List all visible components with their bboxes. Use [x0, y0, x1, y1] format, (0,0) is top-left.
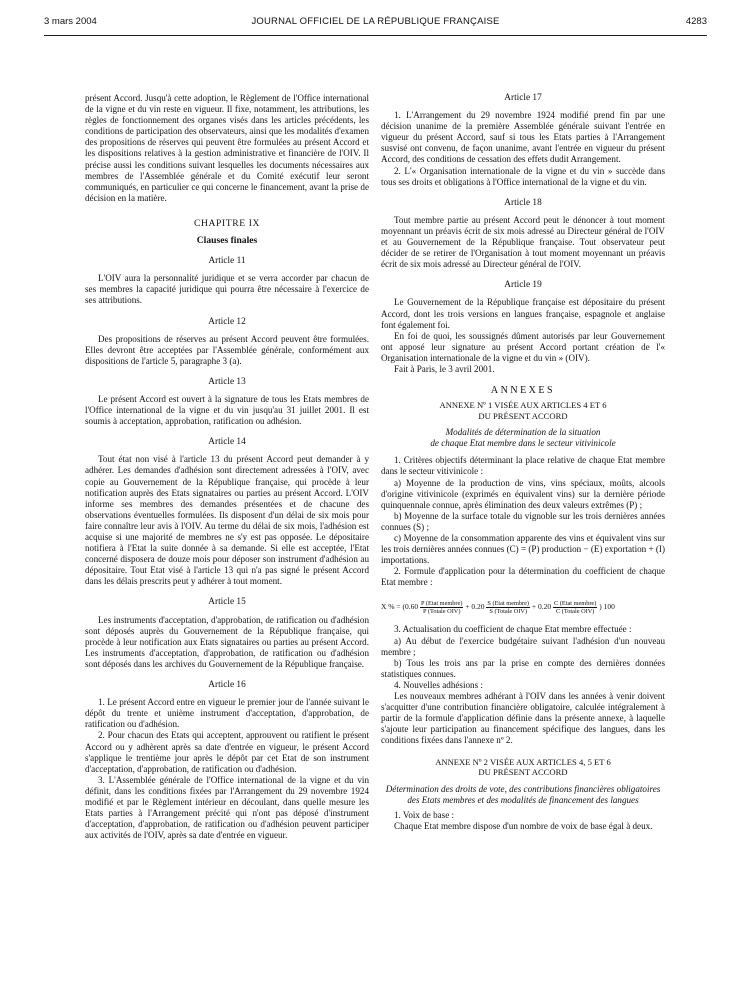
article-heading: Article 14: [208, 437, 246, 448]
paragraph: 2. Formule d'application pour la détermination du coefficient de chaque Etat membre :: [381, 566, 665, 588]
article-heading: Article 15: [208, 597, 246, 608]
header-rule: [44, 35, 707, 36]
fraction-numerator: S (Etat membre): [487, 600, 530, 608]
left-column: [85, 93, 369, 841]
formula-fraction-c: [553, 600, 597, 615]
annex-2-title: [381, 757, 665, 778]
paragraph: Tout état non visé à l'article 13 du présent Accord peut demander à y adhérer. Les demandes d'adhésion sont directement adressées à l'OIV, avec copie au Gouvernement de la République française, qui procède à leur notification auprès des Etats signataires ou parties au présent Accord. L'OIV informe ses membres des demandes présentées et de chacune des observations éventuelles formulées. Ils disposent d'un délai de six mois pour faire connaître leur avis à l'OIV. Au terme du délai de six mois, l'adhésion est acquise si une majorité de membres ne s'y est pas opposée. Le dépositaire notifiera à l'Etat la suite donnée à sa demande. Si elle est acceptée, l'Etat concerné disposera de douze mois pour déposer son instrument d'adhésion au dépositaire. Tout Etat visé à l'article 13 qui n'a pas signé le présent Accord dans les délais prescrits peut y adhérer à tout moment.: [85, 454, 369, 587]
article-heading: Article 12: [208, 316, 246, 327]
section-heading: Clauses finales: [196, 235, 258, 247]
annex-1-subtitle-line: Modalités de détermination de la situation: [445, 427, 601, 438]
header-journal-title: JOURNAL OFFICIEL DE LA RÉPUBLIQUE FRANÇAISE: [251, 16, 500, 27]
annex-1-subtitle: [381, 427, 665, 449]
annexes-heading: ANNEXES: [490, 385, 556, 397]
paragraph: a) Au début de l'exercice budgétaire suivant l'adhésion d'un nouveau membre ;: [381, 635, 665, 657]
coefficient-formula: [381, 594, 665, 616]
paragraph: c) Moyenne de la consommation apparente des vins et équivalent vins sur les trois dernières années connues (C) = (P) production − (E) exportation + (I) importations.: [381, 533, 665, 566]
header-date: 3 mars 2004: [44, 16, 97, 27]
paragraph: 3. L'Assemblée générale de l'Office international de la vigne et du vin définit, dans les conditions fixées par l'Arrangement du 29 novembre 1924 modifié et par le Règlement intérieur en découlant, dans quelle mesure les Etats parties à l'Arrangement précité qui n'ont pas déposé d'instrument d'acceptation, d'approbation, de ratification ou d'adhésion peuvent participer aux activités de l'OIV, après sa date d'entrée en vigueur.: [85, 774, 369, 841]
formula-fraction-s: [486, 600, 530, 615]
formula-fraction-p: [420, 600, 463, 615]
annex-1-title-line: ANNEXE Nº 1 VISÉE AUX ARTICLES 4 ET 6: [439, 400, 607, 411]
paragraph: Les instruments d'acceptation, d'approbation, de ratification ou d'adhésion sont déposés auprès du Gouvernement de la République française, qui procède à leur notification aux Etats signataires ou parties au présent Accord. Les instruments d'acceptation, d'approbation, de ratification ou d'adhésion sont déposés dans les archives du Gouvernement de la République française.: [85, 614, 369, 669]
paragraph: Chaque Etat membre dispose d'un nombre de voix de base égal à deux.: [394, 820, 653, 831]
paragraph: Fait à Paris, le 3 avril 2001.: [394, 363, 495, 374]
article-heading: Article 19: [504, 280, 542, 291]
formula-lead: X % = (0.60: [381, 602, 419, 612]
paragraph: Le présent Accord est ouvert à la signature de tous les Etats membres de l'Office international de la vigne et du vin jusqu'au 31 juillet 2001. Il est soumis à acceptation, approbation, ratification ou adhésion.: [85, 393, 369, 427]
paragraph: Des propositions de réserves au présent Accord peuvent être formulées. Elles devront être acceptées par l'Assemblée générale, conformément aux dispositions de l'article 5, paragraphe 3 (a).: [85, 333, 369, 366]
header-page-number: 4283: [685, 16, 707, 27]
paragraph: Les nouveaux membres adhérant à l'OIV dans les années à venir doivent s'acquitter d'une contribution financière obligatoire, calculée intégralement à partir de la formule d'application définie dans la présente annexe, à laquelle s'ajoute leur participation au financement spécifique des langues, dans les conditions fixées dans l'annexe nº 2.: [381, 691, 665, 746]
paragraph: 1. Voix de base :: [394, 809, 455, 820]
fraction-denominator: C (Totale OIV): [555, 608, 595, 616]
formula-expression: [381, 600, 615, 615]
paragraph: L'OIV aura la personnalité juridique et se verra accorder par chacun de ses membres la capacité juridique qui pourra être nécessaire à l'exercice de ses attributions.: [85, 273, 369, 306]
paragraph: b) Tous les trois ans par la prise en compte des dernières données statistiques connues.: [381, 657, 665, 679]
fraction-numerator: P (Etat membre): [421, 600, 463, 608]
fraction-denominator: P (Totale OIV): [423, 608, 461, 616]
article-heading: Article 17: [504, 93, 542, 103]
paragraph: a) Moyenne de la production de vins, vins spéciaux, moûts, alcools d'origine vitivinicole (exprimés en équivalent vins) sur la dernière période quinquennale connue, après élimination des deux valeurs extrêmes (P) ;: [381, 477, 665, 510]
page-header: [44, 16, 707, 34]
article-heading: Article 16: [208, 680, 246, 691]
article-heading: Article 13: [208, 376, 246, 387]
annex-1-title-line: DU PRÉSENT ACCORD: [478, 410, 568, 421]
fraction-numerator: C (Etat membre): [554, 600, 597, 608]
annex-1-subtitle-line: de chaque Etat membre dans le secteur vitivinicole: [430, 438, 616, 449]
formula-tail: ) 100: [599, 602, 615, 612]
annex-2-title-line: ANNEXE Nº 2 VISÉE AUX ARTICLES 4, 5 ET 6: [435, 756, 611, 767]
formula-operator: + 0.20: [531, 602, 552, 612]
article-heading: Article 11: [208, 256, 246, 267]
paragraph: 4. Nouvelles adhésions :: [394, 679, 483, 690]
paragraph: Tout membre partie au présent Accord peut le dénoncer à tout moment moyennant un préavis écrit de six mois adressé au Directeur général de l'OIV et au Gouvernement de la République française. Tout observateur peut décider de se retirer de l'Organisation à tout moment moyennant un préavis écrit de six mois adressé au Directeur général de l'OIV.: [381, 214, 665, 270]
annex-1-title: [381, 400, 665, 421]
chapter-heading: CHAPITRE IX: [193, 217, 261, 229]
article-heading: Article 18: [504, 197, 542, 208]
right-column: [381, 93, 665, 832]
formula-operator: + 0.20: [465, 602, 485, 612]
paragraph: b) Moyenne de la surface totale du vignoble sur les trois dernières années connues (S) ;: [381, 510, 665, 532]
paragraph: 3. Actualisation du coefficient de chaque Etat membre effectuée :: [394, 624, 632, 635]
paragraph: 2. L'« Organisation internationale de la vigne et du vin » succède dans tous ses droits et obligations à l'Office international de la vigne et du vin.: [381, 165, 665, 187]
paragraph: Le Gouvernement de la République française est dépositaire du présent Accord, dont les trois versions en langues française, espagnole et anglaise font également foi.: [381, 297, 665, 330]
fraction-denominator: S (Totale OIV): [489, 608, 528, 616]
paragraph: 1. L'Arrangement du 29 novembre 1924 modifié prend fin par une décision unanime de la première Assemblée générale suivant l'entrée en vigueur du présent Accord, sauf si tous les Etats parties à l'Arrangement susvisé ont convenu, de façon unanime, avant l'entrée en vigueur du présent Accord, des conditions de cessation des effets dudit Arrangement.: [381, 110, 665, 165]
paragraph: présent Accord. Jusqu'à cette adoption, le Règlement de l'Office international de la vigne et du vin reste en vigueur. Il fixe, notamment, les attributions, les règles de fonctionnement des organes visés dans les articles précédents, les conditions de participation des observateurs, ainsi que les modalités d'examen des propositions de réserves qui peuvent être formulées au présent Accord et les dispositions relatives à la gestion administrative et financière de l'OIV. Il précise aussi les conditions suivant lesquelles les documents nécessaires aux membres de l'Assemblée générale et du Comité exécutif leur seront communiqués, en particulier ce qui concerne le financement, avant la prise de décision en la matière.: [85, 93, 369, 203]
annex-2-title-line: DU PRÉSENT ACCORD: [478, 767, 568, 777]
paragraph: 1. Critères objectifs déterminant la place relative de chaque Etat membre dans le secteur vitivinicole :: [381, 455, 665, 477]
annex-2-subtitle: Détermination des droits de vote, des contributions financières obligatoires des Etats membres et des modalités de financement des langues: [385, 783, 661, 805]
paragraph: 2. Pour chacun des Etats qui acceptent, approuvent ou ratifient le présent Accord ou y adhèrent après sa date d'entrée en vigueur, le présent Accord s'applique le trentième jour après le dépôt par cet Etat de son instrument d'acceptation, d'approbation, de ratification ou d'adhésion.: [85, 730, 369, 774]
paragraph: 1. Le présent Accord entre en vigueur le premier jour de l'année suivant le dépôt du trente et unième instrument d'acceptation, d'approbation, de ratification ou d'adhésion.: [85, 697, 369, 730]
paragraph: En foi de quoi, les soussignés dûment autorisés par leur Gouvernement ont apposé leur signature au présent Accord portant création de l'« Organisation internationale de la vigne et du vin » (OIV).: [381, 330, 665, 363]
